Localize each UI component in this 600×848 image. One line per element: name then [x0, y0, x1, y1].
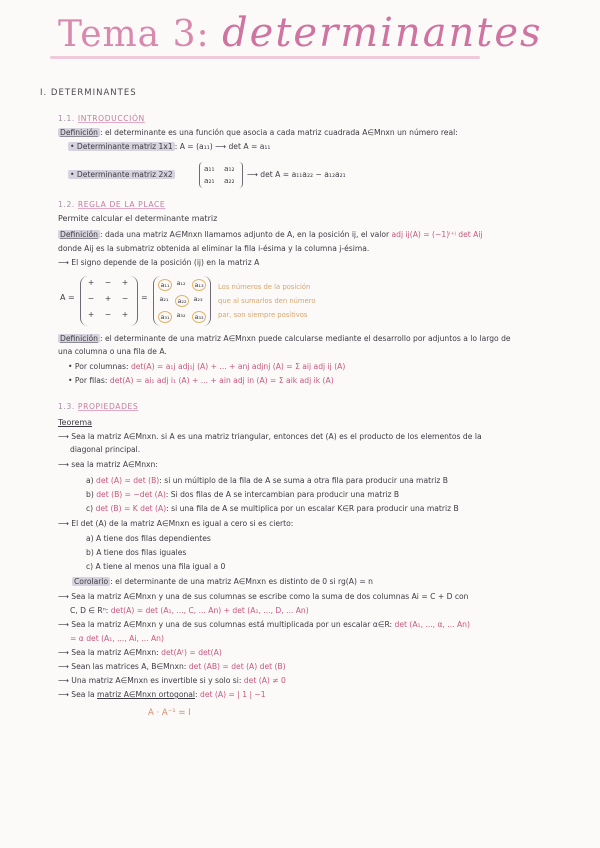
- subsection-number: 1.1.: [58, 114, 75, 123]
- property-formula: det (A) = | 1 | −1: [200, 690, 266, 699]
- property-formula: det(Aᵗ) = det(A): [161, 648, 222, 657]
- orthogonal-identity: A · A⁻¹ = I: [148, 708, 191, 718]
- matrix-entry: a₂₂: [224, 176, 235, 185]
- property-formula: det (A) ≠ 0: [243, 676, 286, 685]
- property-text: ⟶ Sea la matriz A∈Mnxn:: [58, 648, 159, 657]
- entry-circled: a₃₁: [158, 311, 172, 323]
- sign-entry: +: [104, 294, 112, 303]
- columns-sum: Σ aij adj ij (A): [295, 362, 346, 371]
- rows-expansion: [68, 376, 334, 386]
- sign-matrix: [80, 276, 138, 326]
- sub-property-c: [86, 504, 459, 514]
- definition-continuation: una columna o una fila de A.: [58, 347, 167, 356]
- bullet-2x2: [68, 170, 175, 180]
- definition-label: Definición: [60, 334, 98, 343]
- sub-property-text: : si una fila de A se multiplica por un escalar K∈R para producir una matriz B: [166, 504, 459, 513]
- matrix-entry: a₁₁: [204, 164, 215, 173]
- sign-line: ⟶ El signo depende de la posición (ij) en la matriz A: [58, 258, 260, 267]
- property-formula: det (AB) = det (A) det (B): [188, 662, 286, 671]
- definition-line: [58, 334, 511, 344]
- equals-sign: =: [141, 293, 148, 302]
- bullet-label: • Determinante matriz 1x1: [70, 142, 173, 151]
- sign-entry: −: [104, 310, 112, 319]
- definition-label: Definición: [60, 230, 98, 239]
- property-line: [58, 690, 266, 700]
- zero-condition-item: a) A tiene dos filas dependientes: [86, 534, 211, 543]
- entry: a₂₃: [193, 295, 203, 303]
- note-line: Los números de la posición: [218, 283, 311, 291]
- theorem-label: Teorema: [58, 418, 93, 427]
- property-colon: :: [195, 690, 198, 699]
- property-formula: det (A₁, ..., α, ... An): [394, 620, 470, 629]
- det-2x2-formula: ⟶ det A = a₁₁a₂₂ − a₁₂a₂₁: [247, 170, 346, 179]
- matrix-2x2: [199, 162, 243, 188]
- orthogonal-matrix-text: matriz A∈Mnxn ortogonal: [97, 690, 196, 699]
- sub-property-formula: det (A) = det (B): [96, 476, 160, 485]
- entry-circled: a₁₃: [192, 279, 206, 291]
- columns-formula: det(A) = a₁j adj₁j (A) + ... + anj adjnj (A) =: [130, 362, 293, 371]
- sign-entry: +: [87, 310, 95, 319]
- section-heading: I. DETERMINANTES: [40, 88, 137, 98]
- title-underline: [50, 56, 480, 59]
- page-title: [58, 10, 543, 56]
- sub-property-text: : Si dos filas de A se intercambian para producir una matriz B: [165, 490, 400, 499]
- entry: a₁₂: [176, 279, 186, 287]
- definition-line: [58, 230, 483, 240]
- sign-entry: −: [87, 294, 95, 303]
- corollary-text: : el determinante de una matriz A∈Mnxn es distinto de 0 si rg(A) = n: [110, 577, 373, 586]
- bullet-label: • Determinante matriz 2x2: [70, 170, 173, 179]
- entry-circled: a₁₁: [158, 279, 172, 291]
- subsection-heading-laplace: [58, 200, 165, 210]
- sign-entry: +: [121, 310, 129, 319]
- rows-label: • Por filas:: [68, 376, 108, 385]
- property-line: ⟶ Sea la matriz A∈Mnxn. si A es una matriz triangular, entonces det (A) es el producto de los elementos de la: [58, 432, 482, 441]
- property-text: C, D ∈ Rⁿ:: [70, 606, 109, 615]
- property-line: [70, 606, 309, 616]
- sign-entry: −: [121, 294, 129, 303]
- rows-formula: det(A) = ai₁ adj i₁ (A) + ... + ain adj in (A) =: [109, 376, 277, 385]
- property-line: [58, 648, 222, 658]
- entry-matrix: [153, 276, 211, 326]
- subsection-number: 1.3.: [58, 402, 75, 411]
- corollary-line: [72, 577, 373, 587]
- sub-property-a: [86, 476, 448, 486]
- property-line: diagonal principal.: [70, 445, 141, 454]
- adjunct-formula: adj ij(A) = (−1)ⁱ⁺ʲ det Aij: [391, 230, 483, 239]
- sign-entry: +: [87, 278, 95, 287]
- columns-label: • Por columnas:: [68, 362, 129, 371]
- submatrix-line: donde Aij es la submatriz obtenida al eliminar la fila i-ésima y la columna j-ésima.: [58, 244, 370, 253]
- property-text: ⟶ Sea la matriz A∈Mnxn y una de sus columnas está multiplicada por un escalar α∈R:: [58, 620, 393, 629]
- property-text: ⟶ Sean las matrices A, B∈Mnxn:: [58, 662, 187, 671]
- sign-entry: −: [104, 278, 112, 287]
- property-text: ⟶ Sea la: [58, 690, 95, 699]
- sub-property-formula: det (B) = K det (A): [95, 504, 167, 513]
- sub-property-formula: det (B) = −det (A): [96, 490, 166, 499]
- property-formula-continuation: = α det (A₁, ..., Ai, ... An): [70, 634, 164, 643]
- sub-property-marker: a): [86, 476, 94, 485]
- sub-property-b: [86, 490, 399, 500]
- sub-property-text: : si un múltiplo de la fila de A se suma a otra fila para producir una matriz B: [159, 476, 448, 485]
- matrix-entry: a₁₂: [224, 164, 235, 173]
- property-line: ⟶ sea la matriz A∈Mnxn:: [58, 460, 158, 469]
- definition-text: : el determinante es una función que asocia a cada matriz cuadrada A∈Mnxn un número real:: [99, 128, 458, 137]
- rows-sum: Σ aik adj ik (A): [278, 376, 334, 385]
- sign-entry: +: [121, 278, 129, 287]
- zero-condition-line: ⟶ El det (A) de la matriz A∈Mnxn es igual a cero si es cierto:: [58, 519, 294, 528]
- property-line: [58, 662, 286, 672]
- bullet-text: : A = (a₁₁) ⟶ det A = a₁₁: [174, 142, 271, 151]
- definition-label: Definición: [60, 128, 98, 137]
- entry: a₂₁: [159, 295, 169, 303]
- zero-condition-item: b) A tiene dos filas iguales: [86, 548, 187, 557]
- note-line: que al sumarlos den número: [218, 297, 316, 305]
- title-prefix: Tema 3:: [58, 14, 210, 55]
- title-script: determinantes: [222, 10, 543, 56]
- property-text: ⟶ Una matriz A∈Mnxn es invertible si y solo si:: [58, 676, 242, 685]
- corollary-label: Corolario: [74, 577, 109, 586]
- matrix-entry: a₂₁: [204, 176, 215, 185]
- subsection-title: REGLA DE LA PLACE: [77, 200, 166, 209]
- columns-expansion: [68, 362, 345, 372]
- property-line: ⟶ Sea la matriz A∈Mnxn y una de sus columnas se escribe como la suma de dos columnas Ai = C + D con: [58, 592, 469, 601]
- property-line: [58, 620, 470, 630]
- zero-condition-item: c) A tiene al menos una fila igual a 0: [86, 562, 226, 571]
- definition-text: : dada una matriz A∈Mnxn llamamos adjunto de A, en la posición ij, el valor: [99, 230, 390, 239]
- definition-text: : el determinante de una matriz A∈Mnxn puede calcularse mediante el desarrollo por adjuntos a lo largo de: [99, 334, 511, 343]
- sub-property-marker: c): [86, 504, 94, 513]
- subsection-heading-properties: [58, 402, 138, 412]
- subsection-heading-intro: [58, 114, 145, 124]
- intro-line: Permite calcular el determinante matriz: [58, 214, 218, 223]
- subsection-number: 1.2.: [58, 200, 75, 209]
- entry: a₃₂: [176, 311, 186, 319]
- entry-circled: a₂₂: [175, 295, 189, 307]
- definition-line: [58, 128, 458, 138]
- property-line: [58, 676, 286, 686]
- entry-circled: a₃₃: [192, 311, 206, 323]
- subsection-title: PROPIEDADES: [77, 402, 139, 411]
- bullet-1x1: [68, 142, 270, 152]
- note-line: par, son siempre positivos: [218, 311, 308, 319]
- subsection-title: INTRODUCCIÓN: [77, 114, 145, 123]
- property-formula: det(A) = det (A₁, ..., C, ... An) + det (A₁, ..., D, ... An): [110, 606, 309, 615]
- sub-property-marker: b): [86, 490, 94, 499]
- matrix-A-label: A =: [60, 293, 75, 302]
